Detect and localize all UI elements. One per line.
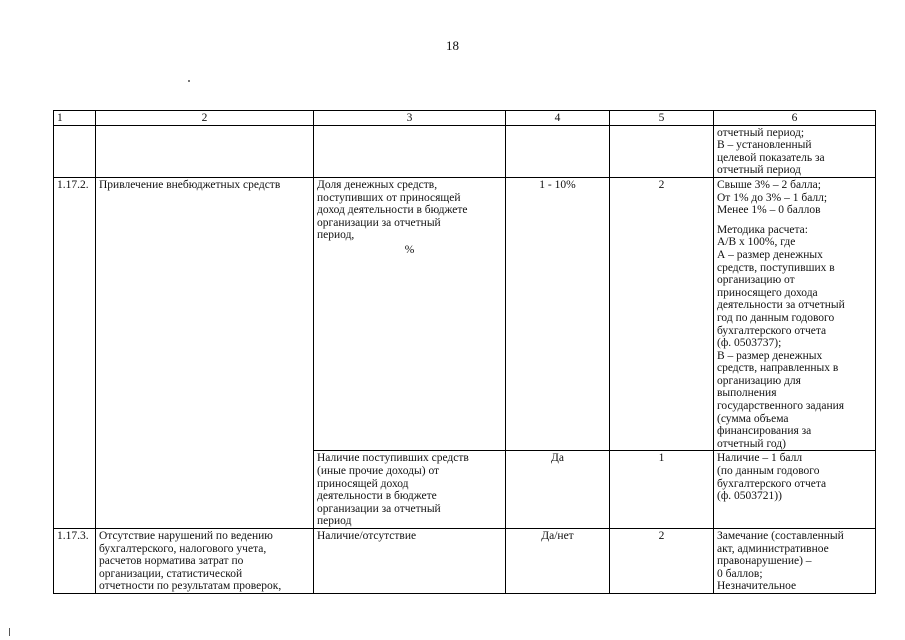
cont-criteria-cell [714,125,876,177]
indicator-unit: % [404,243,415,256]
indicator-line: (иные прочие доходы) от [317,465,440,478]
cont-line: отчетный период; [717,126,805,139]
method-line: (ф. 0503737); [717,337,782,350]
indicator-line: период, [317,229,355,242]
name-line: Отсутствие нарушений по ведению [99,530,273,542]
header-cell-1: 1 [54,111,96,126]
method-line: организацию для [717,374,801,387]
criteria-line: правонарушение) – [717,555,812,568]
row-1173-number: 1.17.3. [54,529,96,594]
criteria-line: От 1% до 3% – 1 балл; [717,191,828,204]
indicator-line: Доля денежных средств, [317,178,438,191]
row-1172-criteria-1 [714,177,876,450]
method-line: средств, направленных в [717,362,839,375]
row-1173-name [96,529,314,594]
row-1173-criteria [714,529,876,594]
indicator-line: период [317,515,352,528]
criteria-table [53,110,876,594]
header-cell-6: 6 [714,111,876,126]
row-1172-number: 1.17.2. [54,177,96,528]
method-line: отчетный год) [717,437,786,450]
criteria-line: 0 баллов; [717,567,763,580]
row-1173-points: 2 [610,529,714,594]
table-row-continuation [54,125,876,177]
name-line: организации, статистической [99,567,243,580]
method-line: финансирования за [717,425,812,438]
method-line: А – размер денежных [717,248,823,261]
cont-num-cell [54,125,96,177]
indicator-line: Наличие поступивших средств [317,452,469,465]
indicator-line: поступивших от приносящей [317,191,461,204]
row-1173-indicator: Наличие/отсутствие [314,529,506,594]
indicator-line: доход деятельности в бюджете [317,204,468,217]
method-line: организацию от [717,274,795,287]
criteria-line: акт, административное [717,542,829,555]
method-line: приносящего дохода [717,286,818,299]
row-1173-value: Да/нет [506,529,610,594]
cont-indicator-cell [314,125,506,177]
method-line: В – размер денежных [717,349,823,362]
indicator-line: организации за отчетный [317,502,441,515]
criteria-line: Наличие – 1 балл [717,452,803,465]
cont-value-cell [506,125,610,177]
row-1172-name: Привлечение внебюджетных средств [96,177,314,528]
table-row-1173 [54,529,876,594]
method-line: государственного задания [717,400,845,413]
method-line: бухгалтерского отчета [717,324,827,337]
row-1172-points-1: 2 [610,177,714,450]
method-line: (сумма объема [717,412,789,425]
method-line: А/В х 100%, где [717,236,796,249]
cont-name-cell [96,125,314,177]
name-line: бухгалтерского, налогового учета, [99,542,267,555]
criteria-line: Менее 1% – 0 баллов [717,204,821,217]
header-cell-5: 5 [610,111,714,126]
scan-speck [188,80,190,82]
criteria-line: бухгалтерского отчета [717,477,827,490]
criteria-line: (ф. 0503721)) [717,490,782,503]
method-line: Методика расчета: [717,223,808,236]
cont-line: целевой показатель за [717,151,825,164]
row-1172-points-2: 1 [610,451,714,529]
criteria-line: (по данным годового [717,465,820,478]
method-line: деятельности за отчетный [717,299,845,312]
page-number: 18 [446,38,459,53]
header-cell-3: 3 [314,111,506,126]
table-row-1172-a [54,177,876,450]
header-row [54,111,876,126]
indicator-line: организации за отчетный [317,216,441,229]
indicator-line: деятельности в бюджете [317,490,437,503]
row-1172-value-1: 1 - 10% [506,177,610,450]
row-1172-indicator-1 [314,177,506,450]
criteria-line: Замечание (составленный [717,530,844,542]
header-cell-4: 4 [506,111,610,126]
cont-line: отчетный период [717,164,801,177]
cont-line: В – установленный [717,139,812,152]
header-cell-2: 2 [96,111,314,126]
method-line: средств, поступивших в [717,261,835,274]
criteria-line: Свыше 3% – 2 балла; [717,178,821,191]
criteria-line: Незначительное [717,580,797,593]
row-1172-indicator-2 [314,451,506,529]
method-line: выполнения [717,387,777,400]
cont-points-cell [610,125,714,177]
row-1172-criteria-2 [714,451,876,529]
name-line: отчетности по результатам проверок, [99,580,282,593]
method-line: год по данным годового [717,311,835,324]
indicator-line: приносящей доход [317,477,409,490]
name-line: расчетов норматива затрат по [99,555,244,568]
scan-edge-mark [9,628,10,636]
row-1172-value-2: Да [506,451,610,529]
